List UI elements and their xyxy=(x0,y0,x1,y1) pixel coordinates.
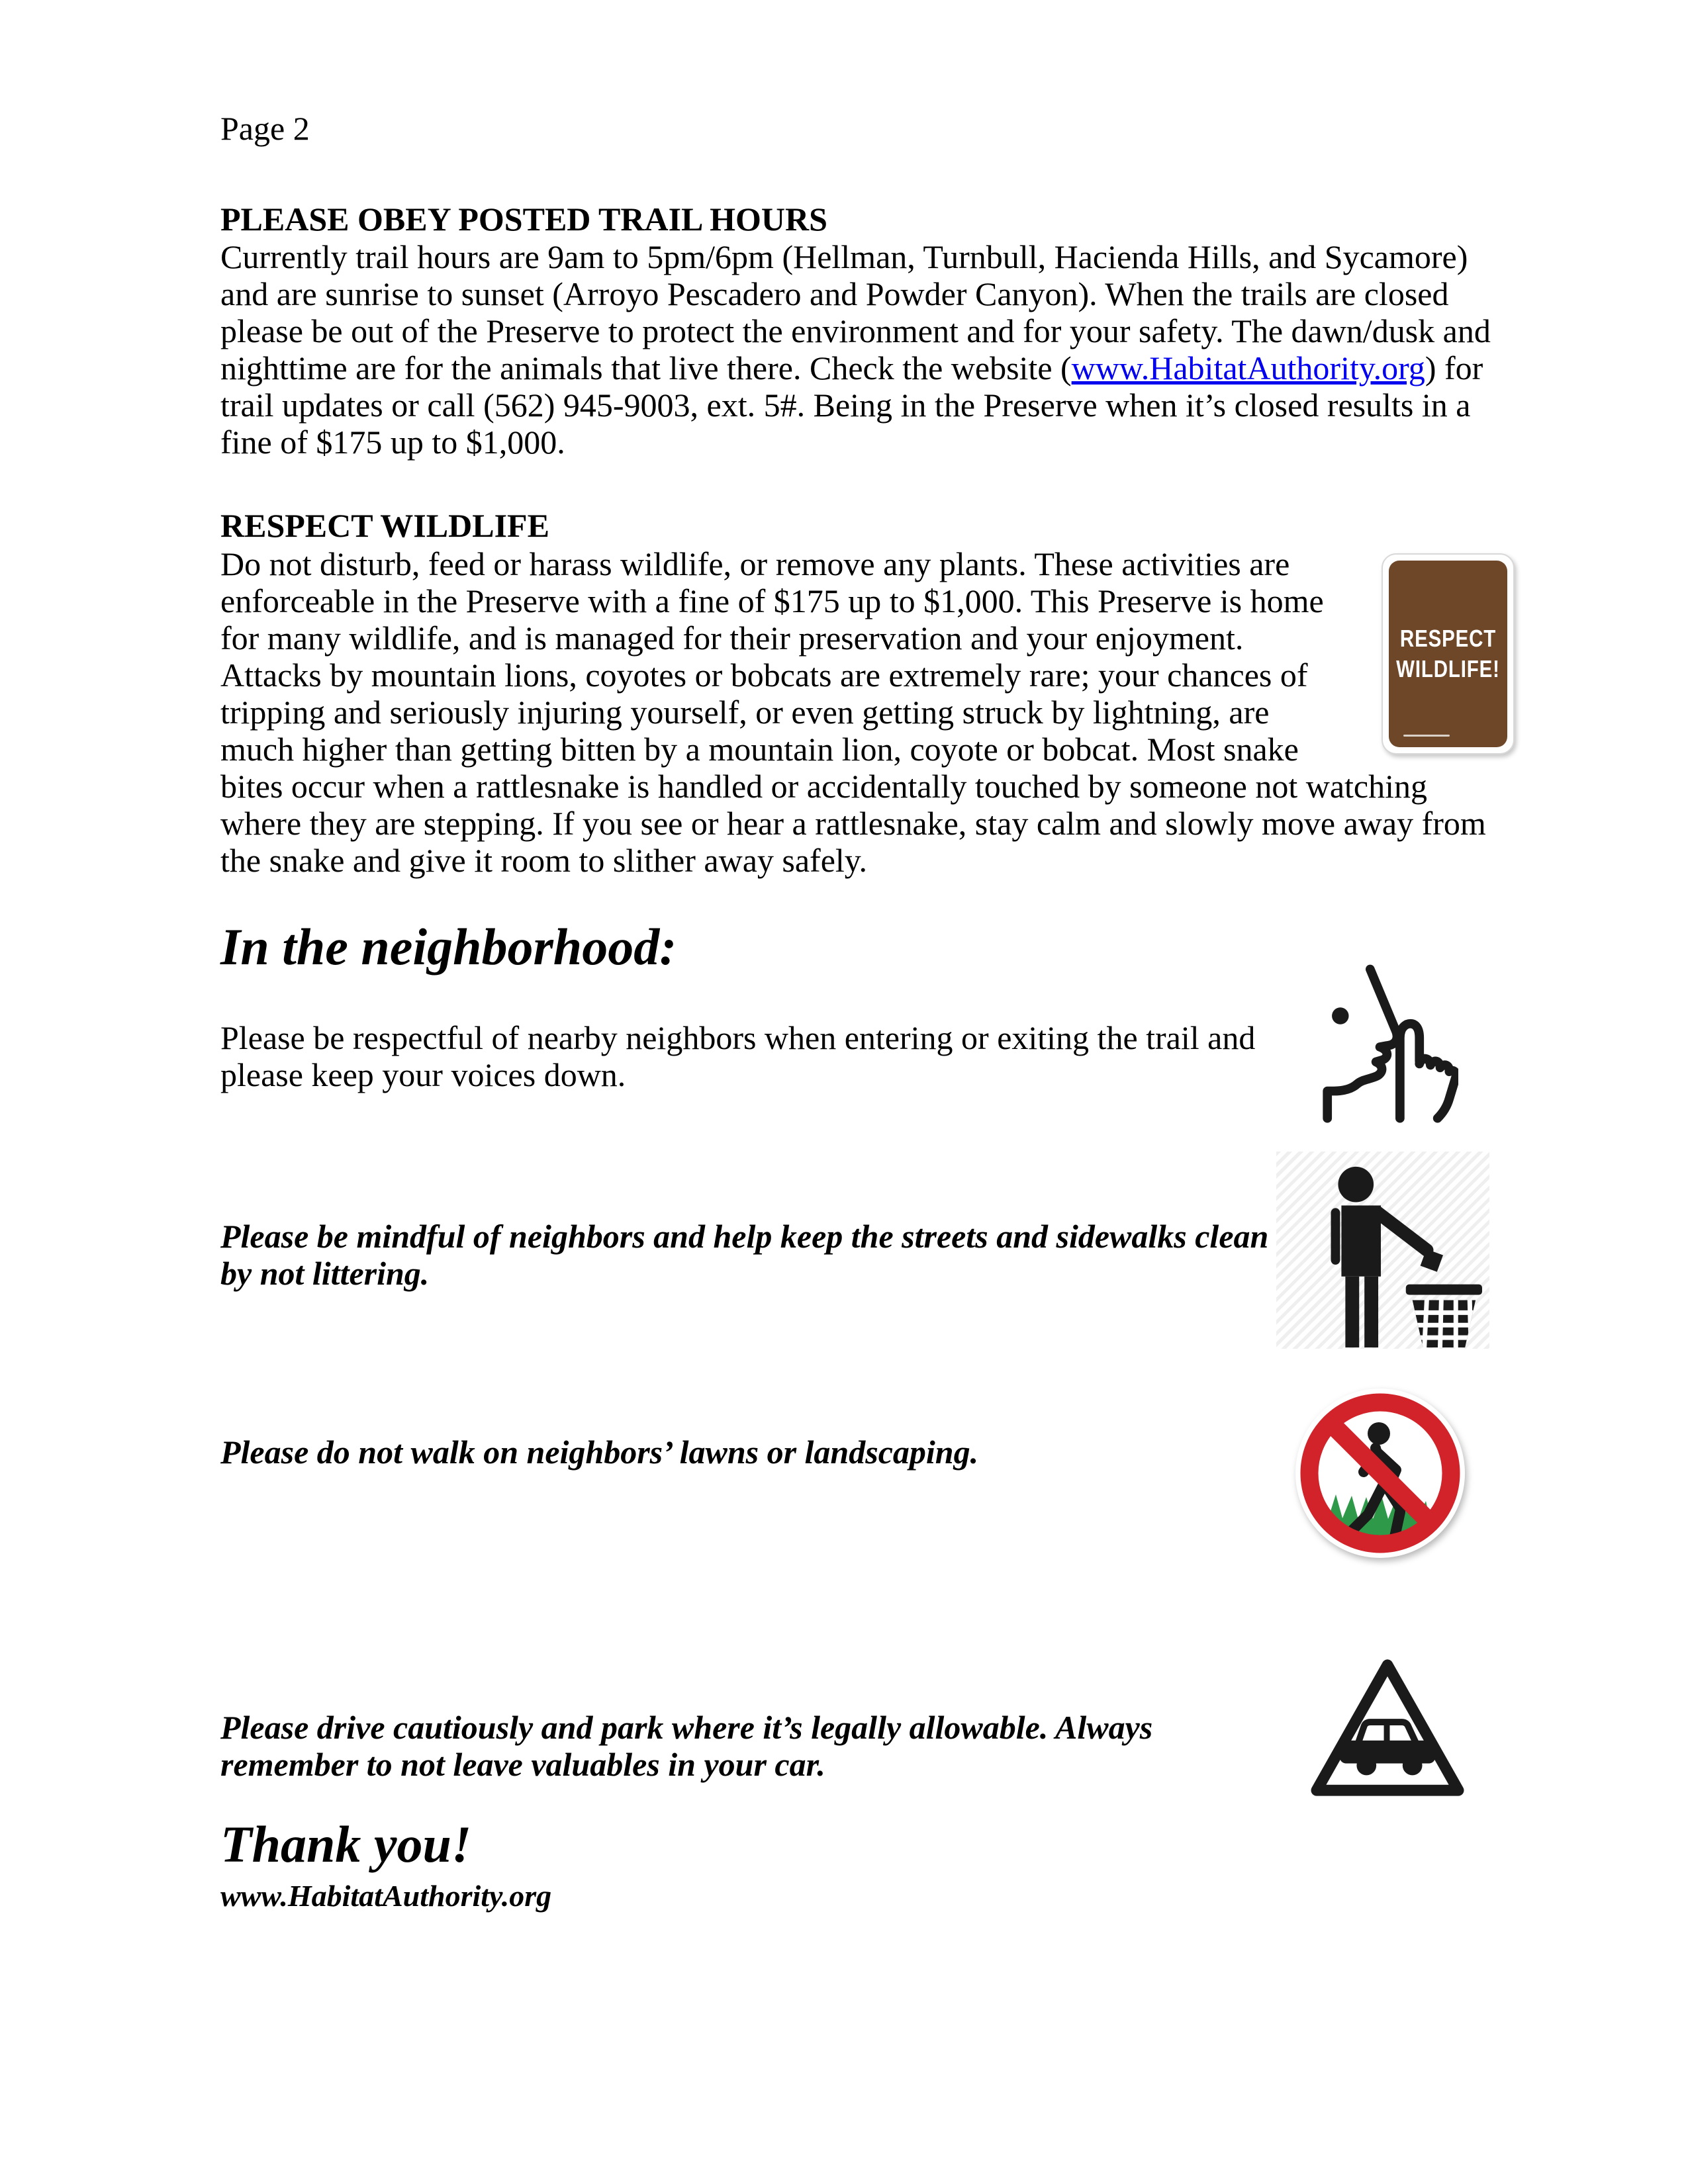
quiet-shh-icon xyxy=(1303,958,1458,1134)
sign-line-1: RESPECT xyxy=(1399,625,1497,652)
respect-wildlife-sign xyxy=(1382,553,1515,754)
respect-wildlife-sign-panel xyxy=(1389,561,1507,747)
neighborhood-item-lawns: Please do not walk on neighbors’ lawns or landscaping. xyxy=(220,1433,979,1471)
neighborhood-heading: In the neighborhood: xyxy=(220,918,677,976)
respect-wildlife-heading: RESPECT WILDLIFE xyxy=(220,507,549,544)
neighborhood-item-littering: Please be mindful of neighbors and help keep the streets and sidewalks clean by not littering. xyxy=(220,1218,1269,1292)
sign-fine-print xyxy=(1403,735,1450,737)
no-littering-icon xyxy=(1276,1152,1489,1349)
car-warning-icon xyxy=(1305,1655,1470,1805)
neighborhood-item-driving: Please drive cautiously and park where it’s legally allowable. Always remember to not leave valuables in your car. xyxy=(220,1709,1153,1783)
trail-hours-text-after-link: ) for trail updates or call (562) 945-9003, ext. 5#. Being in the Preserve when it’s closed results in a fine of $175 up to $1,000. xyxy=(220,349,1483,461)
page-number: Page 2 xyxy=(220,110,310,147)
respect-wildlife-text: Do not disturb, feed or harass wildlife, or remove any plants. These activities are enforceable in the Preserve with a fine of $175 up to $1,000. This Preserve is home for many wildlife, and is managed for their preservation and your enjoyment. Attacks by mountain lions, coyotes or bobcats are extremely rare; your chances of tripping and seriously injuring yourself, or even getting struck by lightning, are much higher than getting bitten by a mountain lion, coyote or bobcat. Most snake bites occur when a rattlesnake is handled or accidentally touched by someone not watching where they are stepping. If you see or hear a rattlesnake, stay calm and slowly move away from the snake and give it room to slither away safely. xyxy=(220,545,1486,879)
respect-wildlife-paragraph xyxy=(220,545,1515,879)
habitat-authority-link[interactable]: www.HabitatAuthority.org xyxy=(1071,349,1425,387)
trail-hours-heading: PLEASE OBEY POSTED TRAIL HOURS xyxy=(220,201,827,238)
trail-hours-text-before-link: Currently trail hours are 9am to 5pm/6pm (Hellman, Turnbull, Hacienda Hills, and Sycamore) and are sunrise to sunset (Arroyo Pescadero and Powder Canyon). When the trails are closed please be out of the Preserve to protect the environment and for your safety. The dawn/dusk and nighttime are for the animals that live there. Check the website ( xyxy=(220,238,1491,387)
footer-website: www.HabitatAuthority.org xyxy=(220,1879,552,1913)
no-walking-on-grass-icon xyxy=(1291,1385,1470,1565)
sign-line-2: WILDLIFE! xyxy=(1396,655,1500,682)
trail-hours-paragraph xyxy=(220,238,1511,461)
neighborhood-item-voices: Please be respectful of nearby neighbors when entering or exiting the trail and please keep your voices down. xyxy=(220,1019,1256,1093)
thank-you-heading: Thank you! xyxy=(220,1815,472,1873)
